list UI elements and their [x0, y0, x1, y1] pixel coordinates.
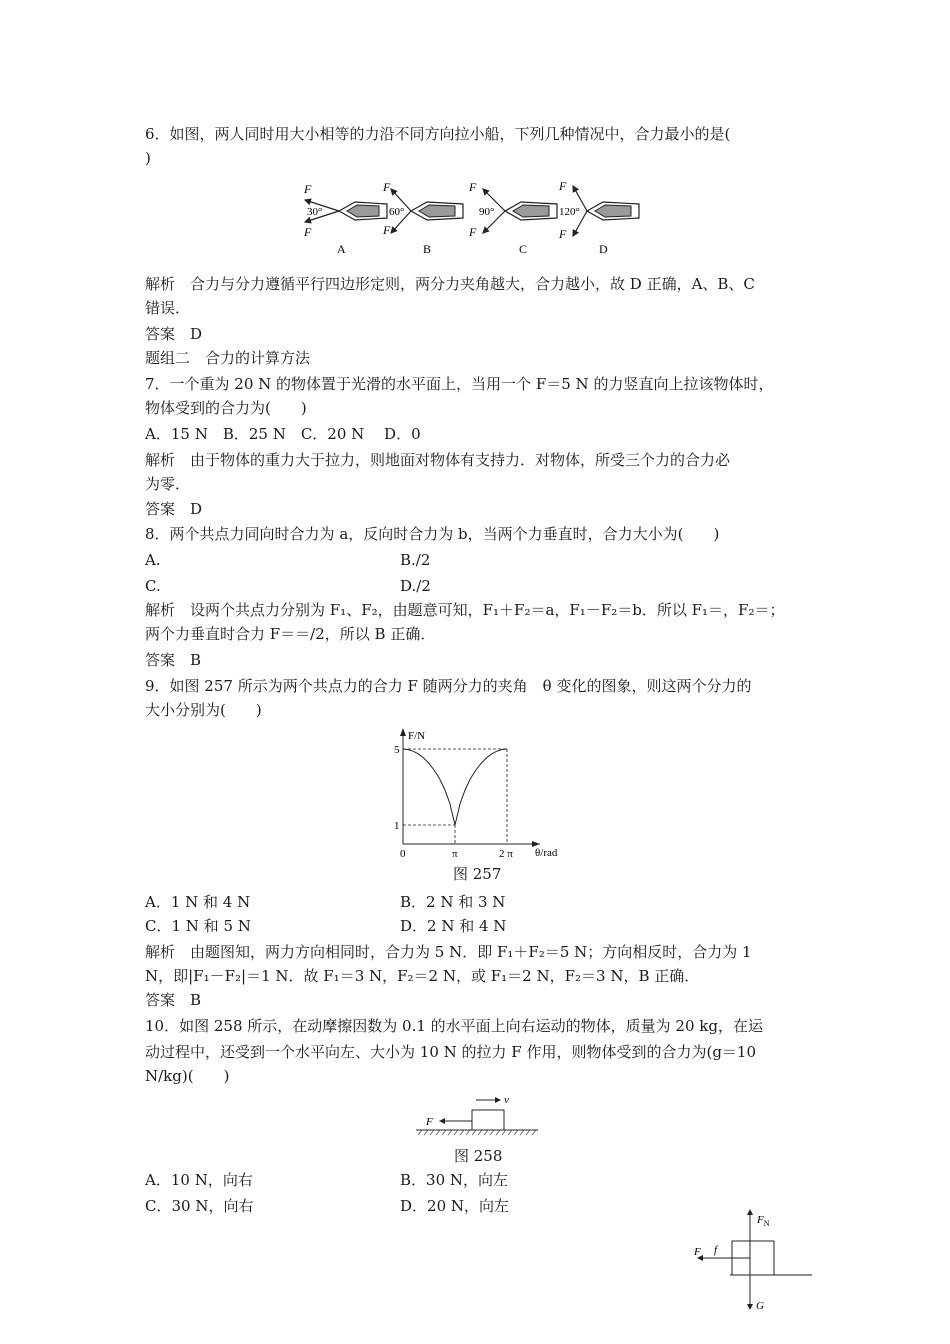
y-tick-1: 1 [394, 820, 400, 832]
q9-stem-line1: 9．如图 257 所示为两个共点力的合力 F 随两分力的夹角 θ 变化的图象，则这两个分力的 [145, 677, 752, 695]
q9-option-c: C．1 N 和 5 N [145, 917, 251, 935]
block [472, 1110, 504, 1130]
q9-answer: 答案 B [145, 991, 202, 1009]
y-axis-arrow [400, 728, 406, 736]
angle-label-c: 90° [479, 206, 495, 218]
x-tick-0: 0 [400, 848, 406, 860]
q9-stem-line2: 大小分别为( ) [145, 701, 262, 719]
q10-stem-line1: 10．如图 258 所示，在动摩擦因数为 0.1 的水平面上向右运动的物体，质量为 20 kg，在运 [145, 1017, 763, 1035]
q6-stem-line2: ) [145, 149, 151, 167]
x-tick-2pi: 2 π [499, 848, 513, 860]
force-label: F [469, 225, 477, 239]
q10-option-a: A．10 N，向右 [145, 1171, 253, 1189]
q8-answer: 答案 B [145, 651, 202, 669]
y-axis-label: F/N [408, 730, 426, 742]
f-theta-curve [403, 749, 507, 825]
q8-option-c: C. [145, 577, 161, 595]
x-axis-label: θ/rad [535, 847, 558, 859]
q9-analysis-line2: N，即|F₁－F₂|＝1 N．故 F₁＝3 N，F₂＝2 N，或 F₁＝2 N，F₂＝3 N，B 正确． [145, 967, 700, 985]
boat-option-c [468, 180, 557, 256]
q7-analysis-line2: 为零． [145, 475, 191, 493]
q8-option-b: B./2 [400, 551, 431, 569]
force-label: F [304, 182, 312, 196]
group2-heading: 题组二 合力的计算方法 [145, 349, 311, 367]
q7-stem-line1: 7．一个重为 20 N 的物体置于光滑的水平面上，当用一个 F＝5 N 的力竖直向上拉该物体时， [145, 375, 774, 393]
angle-label-d: 120° [559, 206, 580, 218]
q9-option-a: A．1 N 和 4 N [145, 893, 251, 911]
force-label: F [304, 225, 312, 239]
free-body-diagram [690, 1205, 815, 1315]
figure-258-caption: 图 258 [454, 1147, 503, 1165]
figure-257-caption: 图 257 [453, 865, 502, 883]
q8-option-d: D./2 [400, 577, 431, 595]
normal-force-subscript: N [763, 1219, 770, 1228]
force-label: F [469, 180, 477, 194]
angle-label-b: 60° [389, 206, 405, 218]
q7-analysis-line1: 解析 由于物体的重力大于拉力，则地面对物体有支持力．对物体，所受三个力的合力必 [145, 451, 731, 469]
q7-stem-line2: 物体受到的合力为( ) [145, 399, 307, 417]
ground-hatching [418, 1130, 536, 1135]
q10-stem-line2: 动过程中，还受到一个水平向左、大小为 10 N 的拉力 F 作用，则物体受到的合力为(g＝10 [145, 1043, 757, 1061]
pull-force-label: F [426, 1116, 433, 1128]
boat-option-d [558, 179, 639, 256]
q10-option-b: B．30 N，向左 [400, 1171, 509, 1189]
option-label-b: B [423, 242, 432, 256]
boat-option-a [303, 182, 387, 256]
force-label: F [694, 1246, 701, 1258]
q8-analysis-line1: 解析 设两个共点力分别为 F₁、F₂，由题意可知，F₁＋F₂＝a，F₁－F₂＝b．所以 F₁＝，F₂＝； [145, 601, 785, 619]
q6-answer: 答案 D [145, 325, 203, 343]
q10-stem-line3: N/kg)( ) [145, 1067, 230, 1085]
q7-options: A．15 N B．25 N C．20 N D．0 [145, 425, 421, 443]
q8-option-a: A. [145, 551, 161, 569]
y-tick-5: 5 [394, 744, 400, 756]
option-label-c: C [519, 242, 528, 256]
force-label: F [383, 180, 391, 194]
option-label-a: A [337, 242, 346, 256]
q9-analysis-line1: 解析 由题图知，两力方向相同时，合力为 5 N．即 F₁＋F₂＝5 N；方向相反时，合力为 1 [145, 943, 752, 961]
friction-label: f [714, 1244, 718, 1256]
q8-analysis-line2: 两个力垂直时合力 F＝＝/2，所以 B 正确． [145, 625, 436, 643]
q8-stem: 8．两个共点力同向时合力为 a，反向时合力为 b，当两个力垂直时，合力大小为( ) [145, 525, 720, 543]
velocity-label: v [504, 1094, 509, 1106]
boat-option-b [382, 180, 463, 256]
x-tick-pi: π [452, 848, 458, 860]
q9-option-d: D．2 N 和 4 N [400, 917, 507, 935]
q6-boat-figure [295, 178, 645, 260]
q10-option-d: D．20 N，向左 [400, 1197, 510, 1215]
gravity-label: G [756, 1300, 764, 1312]
angle-label-a: 30° [307, 206, 323, 218]
force-label: F [559, 179, 567, 193]
block-on-surface-figure [412, 1090, 542, 1140]
f-theta-chart [360, 724, 570, 862]
normal-force-label [756, 1214, 770, 1228]
force-label: F [559, 227, 567, 241]
q6-analysis-line1: 解析 合力与分力遵循平行四边形定则，两分力夹角越大，合力越小，故 D 正确，A、B、C [145, 275, 755, 293]
q10-option-c: C．30 N，向右 [145, 1197, 254, 1215]
q9-option-b: B．2 N 和 3 N [400, 893, 506, 911]
force-label: F [383, 223, 391, 237]
normal-force-letter: F [757, 1214, 764, 1226]
q7-answer: 答案 D [145, 500, 203, 518]
dashed-guides [403, 749, 507, 844]
option-label-d: D [599, 242, 608, 256]
q6-stem-line1: 6．如图，两人同时用大小相等的力沿不同方向拉小船，下列几种情况中，合力最小的是( [145, 125, 731, 143]
q6-analysis-line2: 错误． [145, 299, 191, 317]
